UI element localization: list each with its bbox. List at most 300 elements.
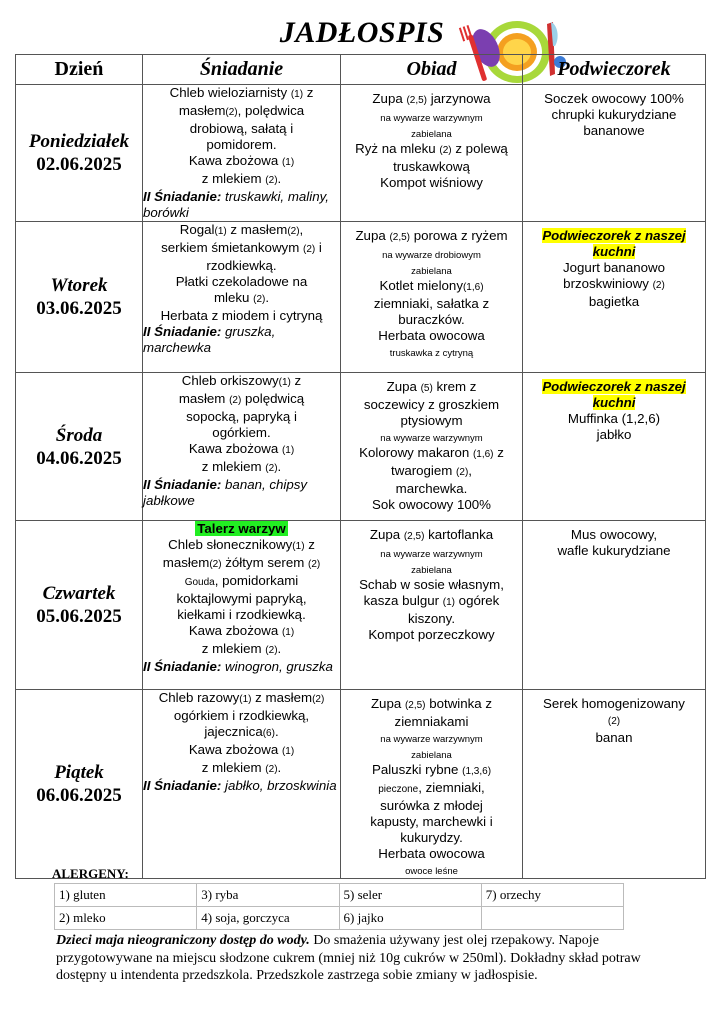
- allergen-code: (2): [265, 645, 278, 656]
- allergen-code: (1): [281, 627, 295, 638]
- breakfast-line: [143, 724, 340, 742]
- snack-line: [523, 527, 705, 543]
- text-fragment: zabielana: [411, 266, 452, 277]
- breakfast-cell: [143, 222, 341, 373]
- text-fragment: jabłko: [596, 427, 632, 442]
- second-breakfast-text: banan, chipsy jabłkowe: [143, 477, 308, 508]
- lunch-cell: [341, 373, 523, 521]
- day-date: 04.06.2025: [36, 447, 122, 469]
- breakfast-line: [143, 409, 340, 425]
- water-note: Dzieci maja nieograniczony dostęp do wody.: [56, 933, 310, 948]
- text-fragment: Chleb słonecznikowy: [168, 537, 293, 552]
- text-fragment: z masłem: [251, 690, 313, 705]
- second-breakfast-label: II Śniadanie:: [143, 659, 222, 674]
- second-breakfast: [143, 477, 340, 509]
- lunch-line: [341, 109, 522, 125]
- allergen-code: (1): [281, 746, 295, 757]
- header-snack: Podwieczorek: [523, 55, 706, 85]
- allergen-code: (2): [308, 559, 321, 570]
- header-lunch: Obiad: [341, 55, 523, 85]
- text-fragment: z: [303, 85, 314, 100]
- text-fragment: masłem: [178, 391, 230, 406]
- text-fragment: Rogal: [179, 222, 215, 237]
- vegetable-plate-badge: Talerz warzyw: [197, 521, 286, 536]
- allergen-item: 1) gluten: [55, 884, 197, 907]
- text-fragment: ogórkiem.: [212, 425, 271, 440]
- breakfast-line: [143, 760, 340, 778]
- text-fragment: Zupa: [369, 527, 404, 542]
- second-breakfast-text: winogron, gruszka: [221, 659, 333, 674]
- allergen-code: (2,5): [404, 700, 426, 711]
- text-fragment: ziemniaki, sałatka z: [373, 296, 490, 311]
- allergen-item: 4) soja, gorczyca: [197, 907, 339, 930]
- allergen-code: (1): [278, 377, 291, 388]
- lunch-line: [341, 125, 522, 141]
- text-fragment: na wywarze warzywnym: [380, 113, 483, 124]
- text-fragment: krem z: [432, 379, 477, 394]
- allergen-code: (2): [439, 145, 452, 156]
- lunch-line: [341, 481, 522, 497]
- second-breakfast-label: II Śniadanie:: [143, 477, 222, 492]
- text-fragment: rzodkiewką.: [206, 258, 277, 273]
- text-fragment: zabielana: [411, 129, 452, 140]
- breakfast-line: [143, 258, 340, 274]
- homemade-snack-badge: Podwieczorek z naszej kuchni: [542, 228, 686, 259]
- text-fragment: Zupa: [372, 91, 407, 106]
- breakfast-line: [143, 290, 340, 308]
- allergen-item: 3) ryba: [197, 884, 339, 907]
- lunch-line: [341, 696, 522, 714]
- lunch-line: [341, 714, 522, 730]
- page-title: JADŁOSPIS: [279, 16, 445, 49]
- second-breakfast-text: gruszka, marchewka: [143, 324, 276, 355]
- day-name: Czwartek: [42, 583, 116, 604]
- text-fragment: marchewka.: [395, 481, 468, 496]
- text-fragment: Kawa zbożowa: [188, 441, 282, 456]
- text-fragment: .: [277, 171, 282, 186]
- day-name: Środa: [55, 424, 103, 446]
- allergen-code: (1,6): [472, 449, 494, 460]
- snack-banner-line: [523, 379, 705, 411]
- text-fragment: , ziemniaki,: [418, 780, 485, 795]
- text-fragment: , polędwica: [237, 103, 305, 118]
- day-cell: [16, 373, 143, 521]
- allergen-code: (2): [265, 463, 278, 474]
- allergen-code: (2): [652, 280, 665, 291]
- second-breakfast-text: jabłko, brzoskwinia: [221, 778, 337, 793]
- text-fragment: truskawkową: [393, 159, 470, 174]
- breakfast-line: [143, 573, 340, 591]
- breakfast-banner-line: [143, 521, 340, 537]
- text-fragment: .: [277, 760, 282, 775]
- breakfast-line: [143, 555, 340, 573]
- allergen-code: (2,5): [403, 531, 425, 542]
- breakfast-cell: [143, 521, 341, 690]
- snack-line: [523, 543, 705, 559]
- snack-cell: [523, 521, 706, 690]
- text-fragment: z mlekiem: [201, 641, 266, 656]
- allergen-row: [55, 884, 624, 907]
- lunch-line: [341, 730, 522, 746]
- text-fragment: Zupa: [355, 228, 390, 243]
- allergen-code: (2): [265, 764, 278, 775]
- second-breakfast-label: II Śniadanie:: [143, 189, 222, 204]
- lunch-line: [341, 463, 522, 481]
- allergen-item: [481, 907, 623, 930]
- snack-cell: [523, 690, 706, 879]
- lunch-cell: [341, 690, 523, 879]
- allergen-code: (2): [607, 716, 621, 727]
- text-fragment: serkiem śmietankowym: [161, 240, 303, 255]
- text-fragment: .: [277, 641, 282, 656]
- allergens-heading: ALERGENY:: [52, 866, 129, 881]
- allergen-row: [55, 907, 624, 930]
- snack-line: [523, 260, 705, 276]
- second-breakfast-label: II Śniadanie:: [143, 324, 222, 339]
- allergen-code: (2): [253, 294, 266, 305]
- text-fragment: na wywarze warzywnym: [380, 549, 483, 560]
- text-fragment: z: [290, 373, 302, 388]
- breakfast-line: [143, 240, 340, 258]
- text-fragment: polędwicą: [241, 391, 305, 406]
- text-fragment: Paluszki rybne: [371, 762, 463, 777]
- breakfast-line: [143, 623, 340, 641]
- text-fragment: porowa z ryżem: [410, 228, 508, 243]
- lunch-cell: [341, 222, 523, 373]
- general-note: Do smażenia używany jest olej rzepakowy. Napoje przygotowywane na miejscu słodzone cukrem (mniej niż 10g cukrów w 250ml). Dokładny skład potraw dostępny u intendenta przedszkola. Przedszkole zastrzega sobie zmiany w jadłospisie.: [56, 933, 641, 983]
- lunch-cell: [341, 521, 523, 690]
- allergen-item: 6) jajko: [339, 907, 481, 930]
- allergen-code: (1): [214, 226, 227, 237]
- text-fragment: Kawa zbożowa: [188, 153, 282, 168]
- text-fragment: i: [315, 240, 322, 255]
- lunch-line: [341, 814, 522, 830]
- snack-line: [523, 276, 705, 294]
- breakfast-cell: [143, 690, 341, 879]
- text-fragment: bananowe: [583, 123, 645, 138]
- second-breakfast-text: truskawki, maliny, borówki: [143, 189, 329, 220]
- text-fragment: sopocką, papryką i: [186, 409, 297, 424]
- allergen-code: (2): [302, 244, 316, 255]
- text-fragment: Soczek owocowy 100%: [544, 91, 684, 106]
- text-fragment: Herbata z miodem i cytryną: [160, 308, 323, 323]
- breakfast-line: [143, 222, 340, 240]
- snack-cell: [523, 85, 706, 222]
- day-date: 03.06.2025: [36, 298, 122, 319]
- breakfast-line: [143, 274, 340, 290]
- text-fragment: kasza bulgur: [363, 593, 443, 608]
- allergen-code: (2,5): [389, 232, 411, 243]
- text-fragment: botwinka z: [425, 696, 493, 711]
- breakfast-line: [143, 459, 340, 477]
- text-fragment: wafle kukurydziane: [557, 543, 671, 558]
- day-cell: [16, 690, 143, 879]
- text-fragment: Zupa: [386, 379, 421, 394]
- breakfast-line: [143, 708, 340, 724]
- text-fragment: masłem: [178, 103, 226, 118]
- snack-cell: [523, 222, 706, 373]
- lunch-line: [341, 296, 522, 312]
- lunch-line: [341, 798, 522, 814]
- breakfast-line: [143, 441, 340, 459]
- allergen-code: (2): [312, 694, 325, 705]
- text-fragment: brzoskwiniowy: [563, 276, 653, 291]
- snack-line: [523, 411, 705, 427]
- snack-line: [523, 107, 705, 123]
- snack-cell: [523, 373, 706, 521]
- second-breakfast: [143, 778, 340, 794]
- text-fragment: zabielana: [411, 750, 452, 761]
- header-breakfast: Śniadanie: [143, 55, 341, 85]
- breakfast-line: [143, 641, 340, 659]
- menu-table: [15, 54, 706, 879]
- snack-line: [523, 730, 705, 746]
- day-cell: [16, 521, 143, 690]
- breakfast-line: [143, 308, 340, 324]
- text-fragment: owoce leśne: [405, 866, 458, 877]
- breakfast-line: [143, 85, 340, 103]
- text-fragment: Herbata owocowa: [378, 846, 485, 861]
- breakfast-line: [143, 137, 340, 153]
- text-fragment: Kawa zbożowa: [188, 742, 282, 757]
- text-fragment: z mlekiem: [201, 171, 266, 186]
- lunch-line: [341, 328, 522, 344]
- breakfast-line: [143, 373, 340, 391]
- text-fragment: ziemniakami: [394, 714, 469, 729]
- day-row: [16, 222, 706, 373]
- text-fragment: truskawka z cytryną: [389, 348, 474, 359]
- snack-line: [523, 712, 705, 730]
- second-breakfast-label: II Śniadanie:: [143, 778, 222, 793]
- text-fragment: żółtym serem: [221, 555, 308, 570]
- text-fragment: Sok owocowy 100%: [372, 497, 491, 512]
- header-day: Dzień: [16, 55, 143, 85]
- allergen-code: (2): [225, 107, 238, 118]
- text-fragment: twarogiem: [391, 463, 457, 478]
- second-breakfast: [143, 324, 340, 356]
- allergen-code: pieczone: [378, 784, 419, 795]
- text-fragment: ,: [468, 463, 472, 478]
- allergens-table: [54, 883, 624, 930]
- text-fragment: Kolorowy makaron: [359, 445, 473, 460]
- text-fragment: kartoflanka: [424, 527, 494, 542]
- lunch-line: [341, 627, 522, 643]
- text-fragment: jajecznica: [204, 724, 263, 739]
- text-fragment: Chleb orkiszowy: [181, 373, 279, 388]
- allergen-code: (1): [292, 541, 305, 552]
- notes-paragraph: [56, 932, 676, 985]
- lunch-line: [341, 429, 522, 445]
- text-fragment: .: [274, 724, 279, 739]
- text-fragment: na wywarze warzywnym: [380, 734, 483, 745]
- lunch-line: [341, 246, 522, 262]
- text-fragment: Chleb wieloziarnisty: [169, 85, 291, 100]
- snack-banner-line: [523, 228, 705, 260]
- allergen-code: (1,3,6): [462, 766, 492, 777]
- snack-line: [523, 696, 705, 712]
- text-fragment: Płatki czekoladowe na: [175, 274, 308, 289]
- lunch-line: [341, 497, 522, 513]
- lunch-line: [341, 611, 522, 627]
- snack-line: [523, 91, 705, 107]
- text-fragment: kukurydzy.: [400, 830, 463, 845]
- breakfast-cell: [143, 85, 341, 222]
- text-fragment: Kawa zbożowa: [188, 623, 282, 638]
- day-cell: [16, 85, 143, 222]
- lunch-line: [341, 746, 522, 762]
- text-fragment: Schab w sosie własnym,: [359, 577, 504, 592]
- text-fragment: banan: [595, 730, 633, 745]
- text-fragment: z polewą: [451, 141, 508, 156]
- allergen-code: (1): [442, 597, 455, 608]
- day-row: [16, 85, 706, 222]
- lunch-line: [341, 762, 522, 780]
- lunch-line: [341, 577, 522, 593]
- text-fragment: ogórkiem i rzodkiewką,: [173, 708, 310, 723]
- text-fragment: z: [493, 445, 504, 460]
- lunch-line: [341, 561, 522, 577]
- allergen-code: (2): [456, 467, 469, 478]
- day-name: Piątek: [54, 762, 104, 783]
- breakfast-cell: [143, 373, 341, 521]
- breakfast-line: [143, 425, 340, 441]
- text-fragment: .: [265, 290, 270, 305]
- day-name: Wtorek: [50, 275, 108, 296]
- snack-line: [523, 427, 705, 443]
- text-fragment: kiszony.: [407, 611, 456, 626]
- text-fragment: mleku: [213, 290, 254, 305]
- text-fragment: pomidorem.: [206, 137, 277, 152]
- text-fragment: zabielana: [411, 565, 452, 576]
- lunch-line: [341, 846, 522, 862]
- breakfast-line: [143, 103, 340, 121]
- text-fragment: Kompot wiśniowy: [380, 175, 483, 190]
- text-fragment: bagietka: [588, 294, 640, 309]
- second-breakfast: [143, 659, 340, 675]
- text-fragment: .: [277, 459, 282, 474]
- lunch-line: [341, 262, 522, 278]
- allergen-code: (1): [239, 694, 252, 705]
- text-fragment: drobiową, sałatą i: [189, 121, 294, 136]
- text-fragment: ogórek: [454, 593, 500, 608]
- allergen-code: (2,5): [406, 95, 427, 106]
- allergen-item: 7) orzechy: [481, 884, 623, 907]
- text-fragment: z mlekiem: [201, 459, 266, 474]
- second-breakfast: [143, 189, 340, 221]
- allergen-code: (2): [229, 395, 242, 406]
- allergen-code: (6): [262, 728, 275, 739]
- text-fragment: Chleb razowy: [158, 690, 240, 705]
- text-fragment: Mus owocowy,: [570, 527, 658, 542]
- breakfast-line: [143, 153, 340, 171]
- allergen-code: (2): [209, 559, 222, 570]
- lunch-line: [341, 830, 522, 846]
- text-fragment: na wywarze drobiowym: [382, 250, 481, 261]
- lunch-line: [341, 445, 522, 463]
- snack-line: [523, 294, 705, 310]
- allergen-code: (1): [281, 445, 295, 456]
- day-row: [16, 373, 706, 521]
- text-fragment: koktajlowymi papryką,: [176, 591, 307, 606]
- allergen-code: (5): [420, 383, 433, 394]
- day-row: [16, 521, 706, 690]
- text-fragment: , pomidorkami: [214, 573, 299, 588]
- lunch-line: [341, 780, 522, 798]
- text-fragment: kapusty, marchewki i: [370, 814, 493, 829]
- day-date: 02.06.2025: [36, 154, 122, 175]
- lunch-line: [341, 175, 522, 191]
- lunch-line: [341, 397, 522, 413]
- text-fragment: Herbata owocowa: [378, 328, 485, 343]
- lunch-line: [341, 344, 522, 360]
- allergen-item: 2) mleko: [55, 907, 197, 930]
- text-fragment: Kotlet mielony: [379, 278, 463, 293]
- allergen-code: (2): [287, 226, 300, 237]
- allergens-section: [54, 866, 624, 930]
- day-date: 05.06.2025: [36, 606, 122, 627]
- text-fragment: buraczków.: [398, 312, 465, 327]
- homemade-snack-badge: Podwieczorek z naszej kuchni: [542, 379, 686, 410]
- breakfast-line: [143, 607, 340, 623]
- text-fragment: chrupki kukurydziane: [551, 107, 677, 122]
- text-fragment: Muffinka (1,2,6): [567, 411, 661, 426]
- breakfast-line: [143, 391, 340, 409]
- allergen-item: 5) seler: [339, 884, 481, 907]
- text-fragment: soczewicy z groszkiem: [363, 397, 500, 412]
- breakfast-line: [143, 690, 340, 708]
- breakfast-line: [143, 171, 340, 189]
- lunch-line: [341, 159, 522, 175]
- text-fragment: ,: [299, 222, 304, 237]
- text-fragment: Kompot porzeczkowy: [368, 627, 495, 642]
- lunch-line: [341, 379, 522, 397]
- day-row: [16, 690, 706, 879]
- breakfast-line: [143, 742, 340, 760]
- allergen-code: Gouda: [184, 577, 215, 588]
- allergen-code: (2): [265, 175, 278, 186]
- allergen-code: (1): [290, 89, 304, 100]
- text-fragment: z: [304, 537, 315, 552]
- text-fragment: Ryż na mleku: [355, 141, 440, 156]
- text-fragment: Jogurt bananowo: [562, 260, 666, 275]
- text-fragment: masłem: [162, 555, 210, 570]
- lunch-line: [341, 545, 522, 561]
- day-name: Poniedziałek: [28, 131, 130, 152]
- lunch-line: [341, 527, 522, 545]
- text-fragment: z masłem: [226, 222, 288, 237]
- allergen-code: (1,6): [462, 282, 484, 293]
- text-fragment: surówka z młodej: [380, 798, 483, 813]
- lunch-line: [341, 593, 522, 611]
- snack-line: [523, 123, 705, 139]
- breakfast-line: [143, 537, 340, 555]
- lunch-cell: [341, 85, 523, 222]
- lunch-line: [341, 278, 522, 296]
- text-fragment: na wywarze warzywnym: [380, 433, 483, 444]
- breakfast-line: [143, 591, 340, 607]
- text-fragment: Zupa: [370, 696, 405, 711]
- text-fragment: ptysiowym: [400, 413, 463, 428]
- text-fragment: jarzynowa: [427, 91, 491, 106]
- breakfast-line: [143, 121, 340, 137]
- allergen-code: (1): [281, 157, 295, 168]
- text-fragment: Serek homogenizowany: [543, 696, 685, 711]
- day-cell: [16, 222, 143, 373]
- lunch-line: [341, 228, 522, 246]
- lunch-line: [341, 413, 522, 429]
- text-fragment: z mlekiem: [201, 760, 266, 775]
- day-date: 06.06.2025: [36, 785, 122, 806]
